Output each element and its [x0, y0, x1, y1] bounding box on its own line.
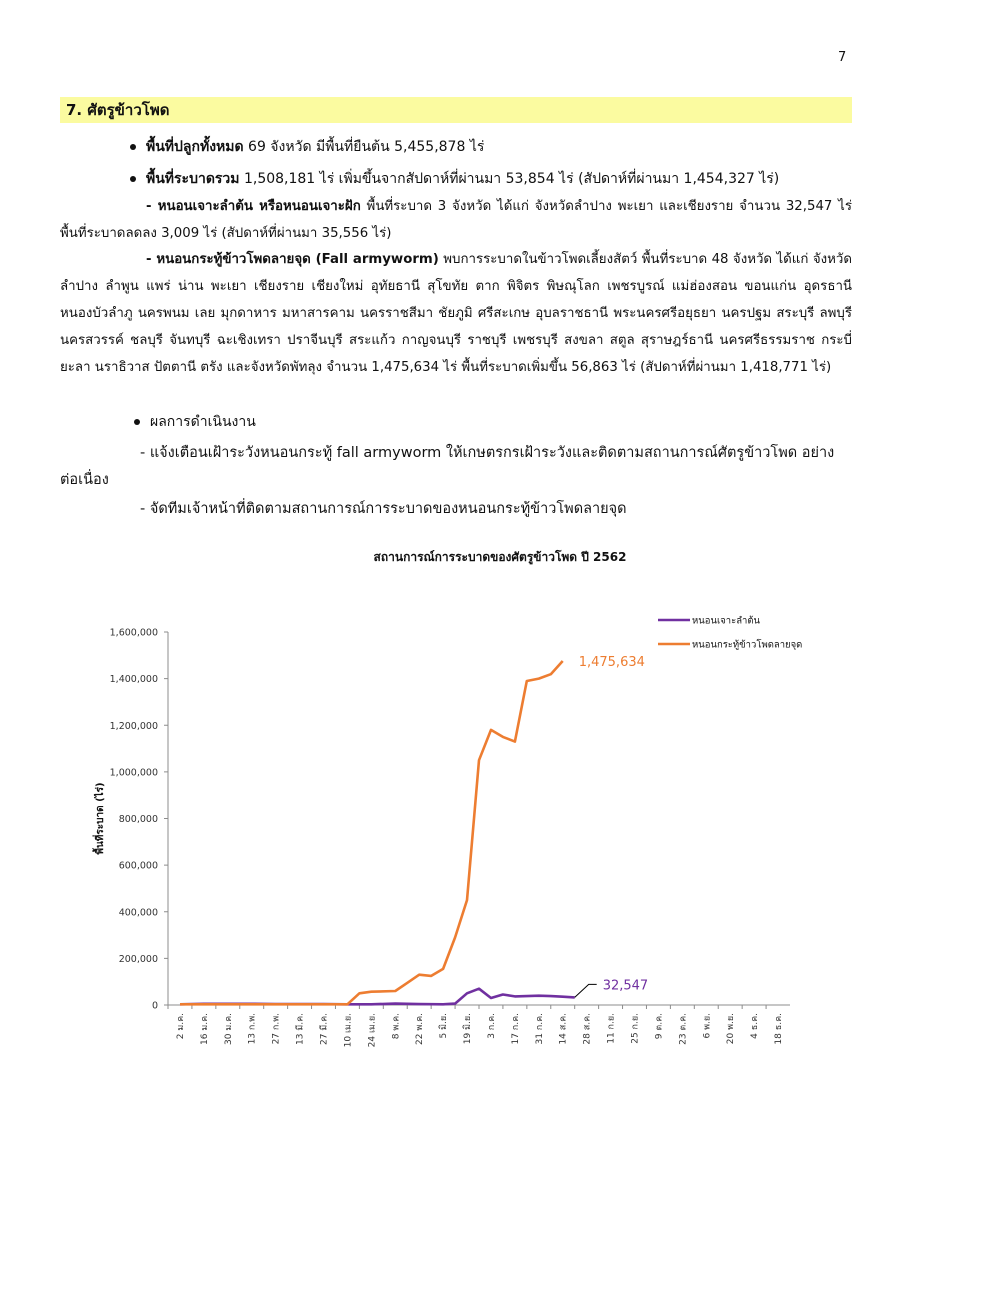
x-tick-label: 30 ม.ค.: [223, 1013, 234, 1045]
outbreak-area-line: [130, 168, 779, 190]
x-tick-label: 17 ก.ค.: [510, 1013, 521, 1045]
planted-area-label: พื้นที่ปลูกทั้งหมด: [146, 139, 244, 155]
x-tick-label: 13 มี.ค.: [295, 1013, 306, 1045]
legend-label-1: หนอนเจาะลำต้น: [692, 615, 761, 627]
x-tick-label: 31 ก.ค.: [534, 1013, 545, 1045]
x-tick-label: 28 ส.ค.: [582, 1013, 593, 1045]
x-tick-label: 18 ธ.ค.: [774, 1013, 785, 1045]
series-line-2: [180, 661, 563, 1004]
stem-borer-text: พื้นที่ระบาด 3 จังหวัด ได้แก่ จังหวัดลำปาง พะเยา และเชียงราย จำนวน 32,547 ไร่ พื้นที่ระบาดลดลง 3,009 ไร่ (สัปดาห์ที่ผ่านมา 35,556 ไร่): [60, 199, 852, 241]
section-heading: 7. ศัตรูข้าวโพด: [60, 97, 852, 123]
legend-label-2: หนอนกระทู้ข้าวโพดลายจุด: [692, 639, 803, 651]
planted-area-text: 69 จังหวัด มีพื้นที่ยืนต้น 5,455,878 ไร่: [243, 139, 485, 155]
x-tick-label: 24 เม.ย.: [367, 1013, 378, 1048]
bullet-icon: [130, 144, 136, 150]
x-tick-label: 27 มี.ค.: [319, 1013, 330, 1045]
fall-armyworm-text: พบการระบาดในข้าวโพดเลี้ยงสัตว์ พื้นที่ระบาด 48 จังหวัด ได้แก่ จังหวัดลำปาง ลำพูน แพร่ น่าน พะเยา เชียงราย เชียงใหม่ อุทัยธานี สุโขทัย ตาก พิจิตร พิษณุโลก เพชรบูรณ์ แม่ฮ่องสอน ขอนแก่น อุดรธานี หนองบัวลำภู นครพนม เลย มุกดาหาร มหาสารคาม นครราชสีมา ชัยภูมิ ศรีสะเกษ อุบลราชธานี พระนครศรีอยุธยา นครปฐม สระบุรี ลพบุรี นครสวรรค์ ชลบุรี จันทบุรี ฉะเชิงเทรา ปราจีนบุรี สระแก้ว กาญจนบุรี ราชบุรี เพชรบุรี สงขลา สตูล สุราษฎร์ธานี นครศรีธรรมราช กระบี่ ยะลา นราธิวาส ปัตตานี ตรัง และจังหวัดพัทลุง จำนวน 1,475,634 ไร่ พื้นที่ระบาดเพิ่มขึ้น 56,863 ไร่ (สัปดาห์ที่ผ่านมา 1,418,771 ไร่): [60, 252, 852, 375]
y-tick-label: 200,000: [118, 953, 158, 965]
y-tick-label: 1,600,000: [109, 627, 158, 639]
x-tick-label: 19 มิ.ย.: [463, 1013, 474, 1045]
y-tick-label: 1,200,000: [109, 720, 158, 732]
planted-area-line: [130, 136, 484, 158]
y-tick-label: 600,000: [118, 860, 158, 872]
x-tick-label: 8 พ.ค.: [391, 1013, 402, 1040]
results-heading-text: ผลการดำเนินงาน: [150, 414, 256, 430]
x-tick-label: 10 เม.ย.: [343, 1013, 354, 1048]
y-tick-label: 0: [151, 1000, 158, 1012]
action-item-1: - แจ้งเตือนเฝ้าระวังหนอนกระทู้ fall armyworm ให้เกษตรกรเฝ้าระวังและติดตามสถานการณ์ศัตรูข้าวโพด อย่างต่อเนื่อง: [60, 445, 835, 488]
fall-armyworm-label: - หนอนกระทู้ข้าวโพดลายจุด (Fall armyworm): [146, 252, 439, 267]
series-line-1: [180, 989, 575, 1005]
data-label-leader: [575, 984, 597, 997]
outbreak-area-label: พื้นที่ระบาดรวม: [146, 171, 240, 187]
action-item-2: - จัดทีมเจ้าหน้าที่ติดตามสถานการณ์การระบาดของหนอนกระทู้ข้าวโพดลายจุด: [140, 501, 627, 517]
results-heading: [134, 411, 256, 433]
x-tick-label: 4 ธ.ค.: [750, 1013, 761, 1039]
x-tick-label: 2 ม.ค.: [175, 1013, 186, 1040]
x-tick-label: 16 ม.ค.: [199, 1013, 210, 1045]
x-tick-label: 14 ส.ค.: [558, 1013, 569, 1045]
x-tick-label: 9 ต.ค.: [654, 1013, 665, 1040]
x-tick-label: 27 ก.พ.: [271, 1013, 282, 1045]
outbreak-area-text: 1,508,181 ไร่ เพิ่มขึ้นจากสัปดาห์ที่ผ่านมา 53,854 ไร่ (สัปดาห์ที่ผ่านมา 1,454,327 ไร่): [239, 171, 780, 187]
bullet-icon: [130, 176, 136, 182]
x-tick-label: 22 พ.ค.: [415, 1013, 426, 1045]
chart-title: สถานการณ์การระบาดของศัตรูข้าวโพด ปี 2562: [373, 550, 627, 564]
bullet-icon: [134, 419, 140, 425]
x-tick-label: 23 ต.ค.: [678, 1013, 689, 1045]
data-label-end-2: 1,475,634: [578, 654, 645, 670]
y-axis-label: พื้นที่ระบาด (ไร่): [95, 782, 106, 855]
stem-borer-label: - หนอนเจาะลำต้น หรือหนอนเจาะฝัก: [146, 199, 361, 214]
x-tick-label: 5 มิ.ย.: [439, 1013, 450, 1039]
fall-armyworm-paragraph: [60, 246, 852, 381]
x-tick-label: 20 พ.ย.: [726, 1013, 737, 1045]
x-tick-label: 6 พ.ย.: [702, 1013, 713, 1039]
y-tick-label: 800,000: [118, 814, 158, 825]
data-label-end-1: 32,547: [602, 978, 649, 994]
y-tick-label: 1,400,000: [109, 674, 158, 686]
y-tick-label: 400,000: [118, 907, 158, 919]
page-number: 7: [838, 50, 847, 65]
stem-borer-paragraph: [60, 193, 852, 247]
y-tick-label: 1,000,000: [109, 767, 158, 779]
x-tick-label: 3 ก.ค.: [486, 1013, 497, 1039]
x-tick-label: 13 ก.พ.: [247, 1013, 258, 1045]
x-tick-label: 25 ก.ย.: [630, 1013, 641, 1044]
x-tick-label: 11 ก.ย.: [606, 1013, 617, 1044]
